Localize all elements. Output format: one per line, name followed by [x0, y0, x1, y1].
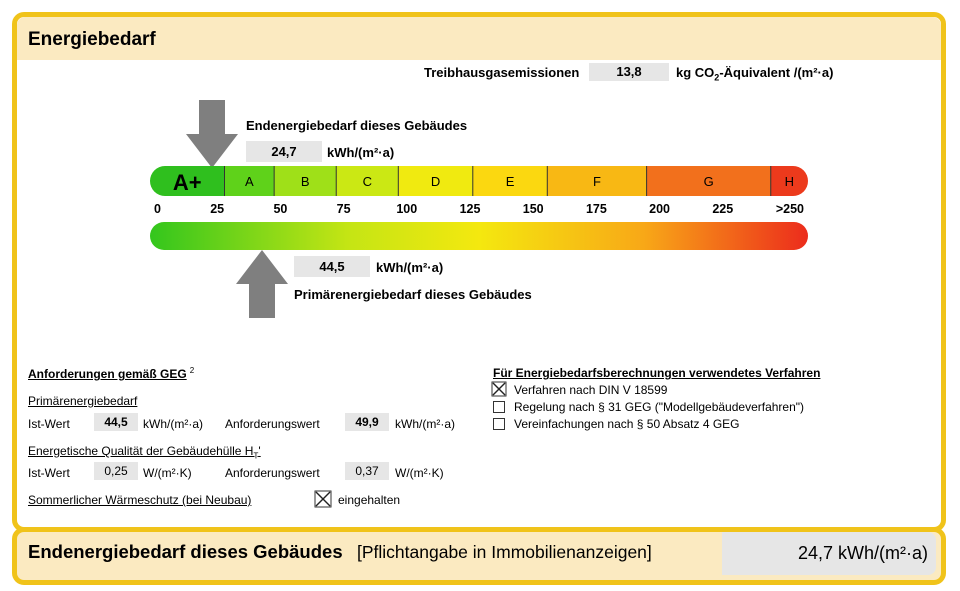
class-label: H — [784, 174, 795, 189]
primary-ist-label: Ist-Wert — [28, 417, 70, 431]
class-label: F — [592, 174, 601, 189]
class-label: G — [703, 174, 714, 189]
method-option-3-label: Vereinfachungen nach § 50 Absatz 4 GEG — [514, 417, 740, 431]
primary-energy-value: 44,5 — [294, 256, 370, 277]
end-energy-label: Endenergiebedarf dieses Gebäudes — [246, 118, 468, 133]
footer-value: 24,7 kWh/(m²·a) — [797, 543, 928, 563]
primary-energy-unit: kWh/(m²·a) — [376, 260, 444, 275]
scale-tick-label: >250 — [775, 202, 804, 216]
envelope-req-unit: W/(m²·K) — [395, 466, 444, 480]
scale-tick-label: 175 — [585, 202, 607, 216]
summer-check-label: eingehalten — [338, 493, 401, 507]
summer-protection-title: Sommerlicher Wärmeschutz (bei Neubau) — [28, 493, 252, 507]
class-label: B — [300, 174, 310, 189]
footer-note: [Pflichtangabe in Immobilienanzeigen] — [357, 542, 652, 562]
primary-req-value: 49,9 — [345, 413, 389, 431]
scale-tick-label: 225 — [712, 202, 734, 216]
scale-tick-label: 150 — [522, 202, 544, 216]
page-title: Energiebedarf — [28, 29, 156, 50]
method-option-2-label: Regelung nach § 31 GEG ("Modellgebäudeverfahren") — [514, 400, 805, 414]
class-label: A+ — [172, 170, 202, 195]
scale-tick-label: 50 — [273, 202, 288, 216]
envelope-title: Energetische Qualität der Gebäudehülle $H_T'$ — [28, 444, 261, 461]
envelope-ist-value: 0,25 — [94, 462, 138, 480]
emissions-value: 13,8 — [589, 63, 669, 81]
emissions-unit: kg $CO_2$-Äquivalent /(m²·a) — [676, 65, 834, 83]
method-50-checkbox[interactable] — [493, 418, 505, 430]
end-energy-arrow-icon — [186, 100, 238, 170]
envelope-req-value: 0,37 — [345, 462, 389, 480]
class-label: A — [244, 174, 254, 189]
scale-tick-label: 25 — [210, 202, 225, 216]
scale-tick-label: 75 — [336, 202, 351, 216]
emissions-label: Treibhausgasemissionen — [424, 65, 580, 80]
primary-req-label: Anforderungswert — [225, 417, 320, 431]
scale-tick-label: 0 — [154, 202, 161, 216]
end-energy-value: 24,7 — [246, 141, 322, 162]
primary-energy-arrow-icon — [236, 250, 288, 320]
primary-energy-label: Primärenergiebedarf dieses Gebäudes — [294, 287, 532, 302]
gradient-bar — [150, 222, 808, 250]
method-din-checkbox-checked-icon[interactable] — [491, 381, 507, 397]
scale-tick-label: 125 — [459, 202, 481, 216]
requirements-title: Anforderungen gemäß GEG $^2$ — [28, 366, 195, 381]
class-label: C — [362, 174, 372, 189]
summer-checkbox-checked-icon[interactable] — [314, 490, 332, 508]
method-option-1-label: Verfahren nach DIN V 18599 — [514, 383, 668, 397]
footer-title: Endenergiebedarf dieses Gebäudes — [28, 541, 343, 562]
end-energy-unit: kWh/(m²·a) — [327, 145, 395, 160]
primary-ist-unit: kWh/(m²·a) — [143, 417, 203, 431]
envelope-ist-unit: W/(m²·K) — [143, 466, 192, 480]
methods-title: Für Energiebedarfsberechnungen verwendetes Verfahren — [493, 366, 821, 380]
primary-ist-value: 44,5 — [94, 413, 138, 431]
primary-req-title: Primärenergiebedarf — [28, 394, 138, 408]
method-31-checkbox[interactable] — [493, 401, 505, 413]
envelope-req-label: Anforderungswert — [225, 466, 320, 480]
primary-req-unit: kWh/(m²·a) — [395, 417, 455, 431]
envelope-ist-label: Ist-Wert — [28, 466, 70, 480]
class-label: E — [505, 174, 515, 189]
scale-tick-label: 100 — [396, 202, 418, 216]
scale-tick-label: 200 — [649, 202, 671, 216]
class-label: D — [430, 174, 441, 189]
